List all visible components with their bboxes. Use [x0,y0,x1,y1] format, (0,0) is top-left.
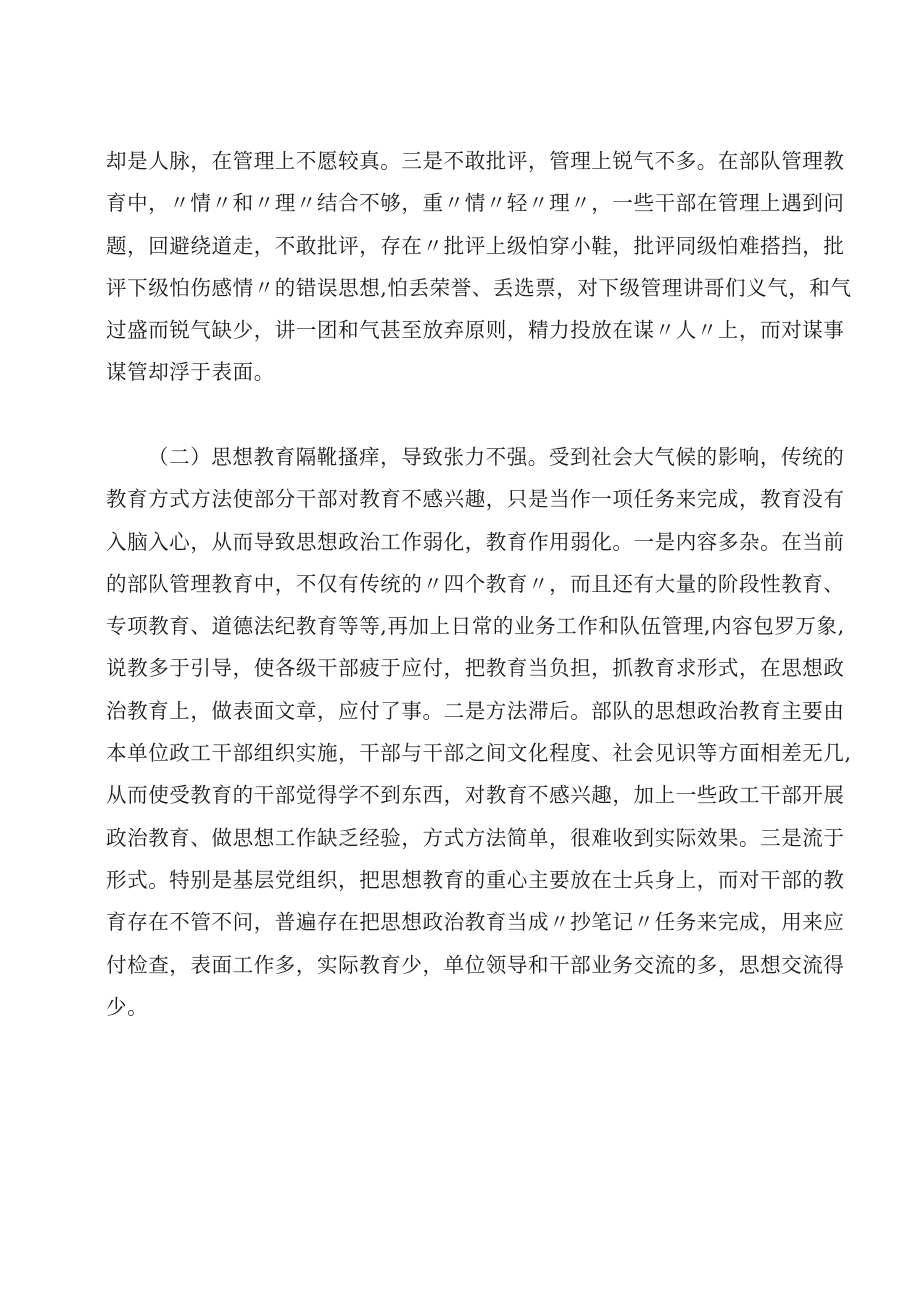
text-line: 题，回避绕道走，不敢批评，存在〃批评上级怕穿小鞋，批评同级怕难搭挡，批 [106,233,845,258]
text-line: 过盛而锐气缺少，讲一团和气甚至放弃原则，精力投放在谋〃人〃上，而对谋事 [106,318,845,343]
text-line: 谋管却浮于表面。 [106,360,275,385]
text-line: 育中，〃情〃和〃理〃结合不够，重〃情〃轻〃理〃，一些干部在管理上遇到问 [106,191,845,216]
text-line: 说教多于引导，使各级干部疲于应付，把教育当负担，抓教育求形式，在思想政 [106,656,845,681]
text-line: 形式。特别是基层党组织，把思想教育的重心主要放在士兵身上，而对干部的教 [106,867,845,892]
text-line: 育存在不管不问，普遍存在把思想政治教育当成〃抄笔记〃任务来完成，用来应 [106,910,845,935]
text-line: 少。 [106,994,149,1019]
text-line: 付检查，表面工作多，实际教育少，单位领导和干部业务交流的多，思想交流得 [106,952,845,977]
text-line: 入脑入心，从而导致思想政治工作弱化，教育作用弱化。一是内容多杂。在当前 [106,529,845,554]
paragraph-ideological-education [106,436,852,1028]
text-line: 从而使受教育的干部觉得学不到东西，对教育不感兴趣，加上一些政工干部开展 [106,783,845,808]
text-line: 教育方式方法使部分干部对教育不感兴趣，只是当作一项任务来完成，教育没有 [106,487,845,512]
text-line: 的部队管理教育中，不仅有传统的〃四个教育〃，而且还有大量的阶段性教育、 [106,571,845,596]
text-line: 专项教育、道德法纪教育等等,再加上日常的业务工作和队伍管理,内容包罗万象, [106,614,845,639]
text-line: 却是人脉，在管理上不愿较真。三是不敢批评，管理上锐气不多。在部队管理教 [106,149,845,173]
text-line: 评下级怕伤感情〃的错误思想,怕丢荣誉、丢选票，对下级管理讲哥们义气，和气 [106,275,852,300]
text-line: 本单位政工干部组织实施，干部与干部之间文化程度、社会见识等方面相差无几, [106,741,852,766]
text-line: 治教育上，做表面文章，应付了事。二是方法滞后。部队的思想政治教育主要由 [106,698,845,723]
paragraph-management-criticism [106,140,852,394]
text-line: 政治教育、做思想工作缺乏经验，方式方法简单，很难收到实际效果。三是流于 [106,825,845,850]
text-line-indented: （二）思想教育隔靴搔痒，导致张力不强。受到社会大气候的影响，传统的 [148,445,845,469]
